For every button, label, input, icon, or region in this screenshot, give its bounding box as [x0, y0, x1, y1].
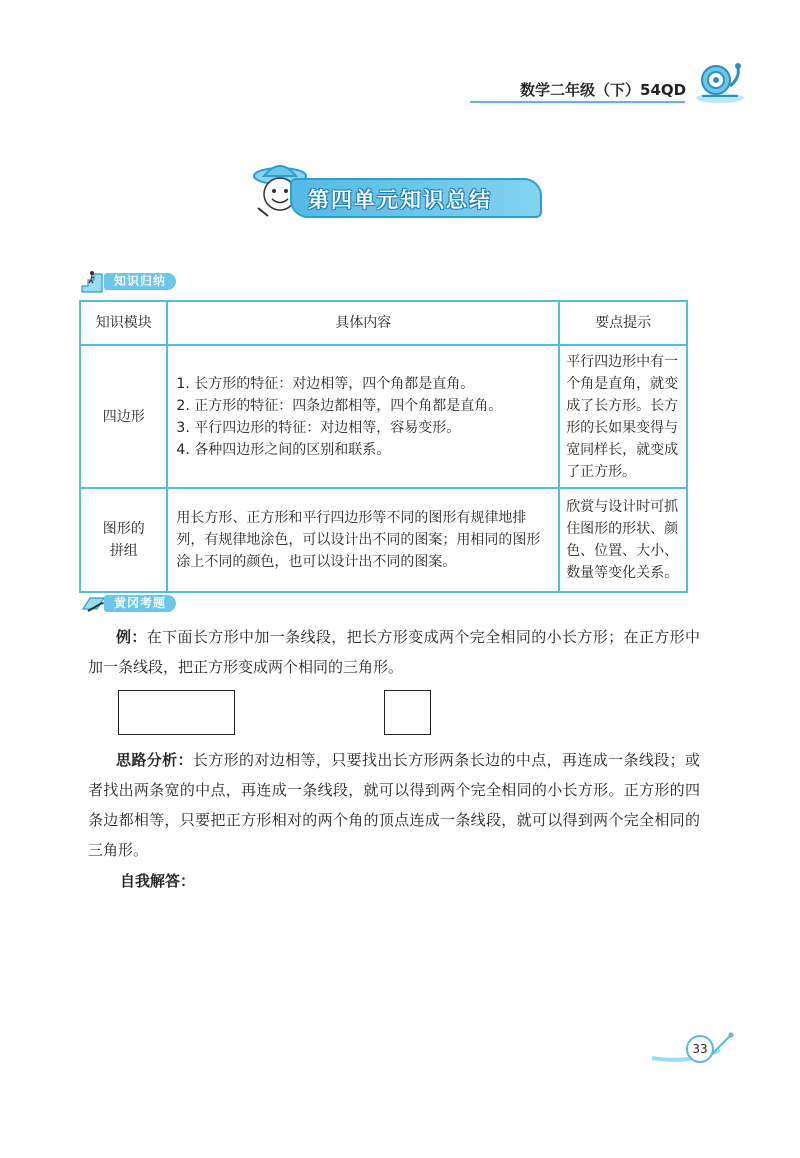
- module-line: 拼组: [109, 543, 138, 559]
- table-header-row: [80, 301, 687, 345]
- unit-banner: [250, 162, 550, 224]
- module-line: 图形的: [102, 521, 145, 537]
- list-item: 1. 长方形的特征：对边相等，四个角都是直角。: [176, 375, 475, 392]
- header-divider: [470, 101, 685, 103]
- analysis-text: 长方形的对边相等，只要找出长方形两条长边的中点，再连成一条线段；或者找出两条宽的中点，再连成一条线段，就可以得到两个完全相同的小长方形。正方形的四条边都相等，只要把正方形相对的两个角的顶点连成一条线段，就可以得到两个完全相同的三角形。: [88, 751, 700, 859]
- self-answer-label: 自我解答：: [120, 872, 196, 890]
- section-tag-knowledge: [80, 270, 220, 294]
- banner-title: 第四单元知识总结: [308, 188, 492, 212]
- header-title: 数学二年级（下）54QD: [520, 81, 687, 99]
- header-cell: 知识模块: [80, 301, 167, 345]
- example-label: 例：: [116, 628, 147, 646]
- list-item: 4. 各种四边形之间的区别和联系。: [176, 441, 391, 458]
- content-cell: [167, 345, 559, 488]
- header-cell: 具体内容: [167, 301, 559, 345]
- analysis-paragraph: [88, 745, 700, 865]
- square-figure: [384, 690, 431, 735]
- section-tag-exam: [80, 592, 220, 616]
- list-item: 3. 平行四边形的特征：对边相等，容易变形。: [176, 419, 461, 436]
- section-tag-label: 知识归纳: [104, 273, 176, 290]
- tip-cell: 欣赏与设计时可抓住图形的形状、颜色、位置、大小、数量等变化关系。: [559, 488, 687, 592]
- content-cell: 用长方形、正方形和平行四边形等不同的图形有规律地排列，有规律地涂色，可以设计出不同的图案；用相同的图形涂上不同的颜色，也可以设计出不同的图案。: [167, 488, 559, 592]
- snail-mascot-icon: [692, 56, 748, 106]
- module-cell: [80, 488, 167, 592]
- module-cell: 四边形: [80, 345, 167, 488]
- header-cell: 要点提示: [559, 301, 687, 345]
- table-row: [80, 345, 687, 488]
- page-number-badge: [650, 1030, 740, 1070]
- stairs-climber-icon: [80, 270, 106, 294]
- analysis-label: 思路分析：: [116, 751, 193, 769]
- rectangle-figure: [118, 690, 235, 735]
- page-number: 33: [686, 1035, 714, 1063]
- feature-list: [176, 373, 550, 461]
- section-tag-label: 黄冈考题: [104, 595, 176, 612]
- list-item: 2. 正方形的特征：四条边都相等，四个角都是直角。: [176, 397, 503, 414]
- example-paragraph: [88, 622, 700, 682]
- tip-cell: 平行四边形中有一个角是直角，就变成了长方形。长方形的长如果变得与宽同样长，就变成了正方形。: [559, 345, 687, 488]
- example-text: 在下面长方形中加一条线段，把长方形变成两个完全相同的小长方形；在正方形中加一条线段，把正方形变成两个相同的三角形。: [88, 628, 700, 676]
- pen-paper-icon: [80, 594, 106, 614]
- table-row: [80, 488, 687, 592]
- summary-table: [79, 300, 688, 593]
